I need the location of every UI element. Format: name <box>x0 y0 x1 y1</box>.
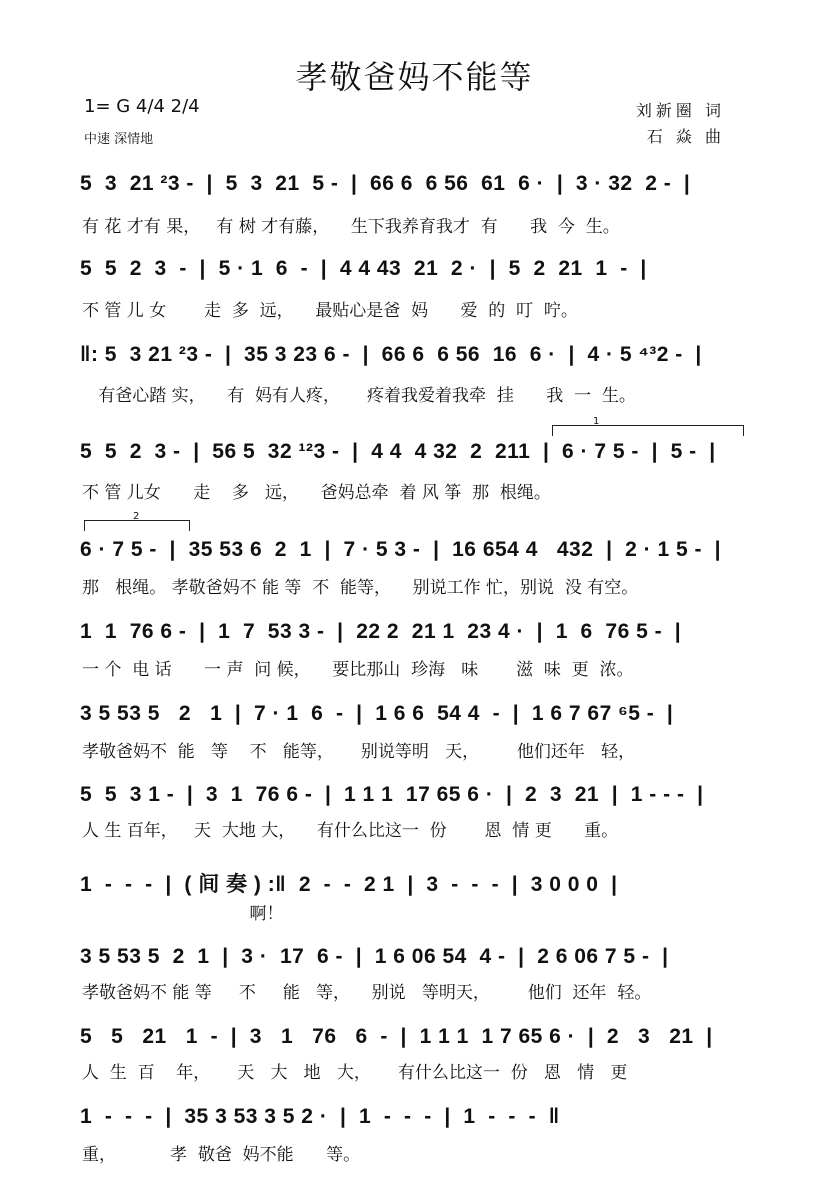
notation-row: 5 5 21 1 - | 3 1 76 6 - | 1 1 1 1 7 65 6 · | 2 3 21 | <box>80 1025 713 1048</box>
lyric-row: 有爸心踏 实， 有 妈有人疼， 疼着我爱着我牵 挂 我 一 生。 <box>82 386 636 406</box>
notation-row: 5 3 21 ²3 - | 5 3 21 5 - | 66 6 6 56 61 6 · | 3 · 32 2 - | <box>80 172 691 195</box>
notation-row: 5 5 2 3 - | 56 5 32 ¹²3 - | 4 4 4 32 2 211 | 6 · 7 5 - | 5 - | <box>80 440 716 463</box>
notation-row: 3 5 53 5 2 1 | 7 · 1 6 - | 1 6 6 54 4 - | 1 6 7 67 ⁶5 - | <box>80 702 674 725</box>
notation-row: 1 - - - | ( 间 奏 ) :‖ 2 - - 2 1 | 3 - - - | 3 0 0 0 | <box>80 873 618 896</box>
lyric-row: 孝敬爸妈不 能 等 不 能 等， 别说 等明天， 他们 还年 轻。 <box>82 983 652 1003</box>
lyric-row: 不 管 儿女 走 多 远， 爸妈总牵 着 风 筝 那 根绳。 <box>82 483 551 503</box>
lyric-row: 人 生 百年， 天 大地 大， 有什么比这一 份 恩 情 更 重。 <box>82 821 619 841</box>
lyric-row: 孝敬爸妈不 能 等 不 能等， 别说等明 天， 他们还年 轻， <box>82 742 636 762</box>
tempo-marking: 中速 深情地 <box>84 132 154 147</box>
lyric-row: 那 根绳。 孝敬爸妈不 能 等 不 能等， 别说工作 忙，别说 没 有空。 <box>82 578 639 598</box>
lyric-row: 人 生 百 年， 天 大 地 大， 有什么比这一 份 恩 情 更 <box>82 1063 628 1083</box>
composer: 石 焱 曲 <box>646 127 725 146</box>
notation-row: 6 · 7 5 - | 35 53 6 2 1 | 7 · 5 3 - | 16 654 4 432 | 2 · 1 5 - | <box>80 538 722 561</box>
lyric-row: 一 个 电 话 一 声 问 候， 要比那山 珍海 味 滋 味 更 浓。 <box>82 660 634 680</box>
notation-row: 5 5 3 1 - | 3 1 76 6 - | 1 1 1 17 65 6 · | 2 3 21 | 1 - - - | <box>80 783 704 806</box>
notation-row: 1 - - - | 35 3 53 3 5 2 · | 1 - - - | 1 - - - ‖ <box>80 1105 560 1128</box>
key-signature: 1= G 4/4 2/4 <box>84 96 200 117</box>
lyric-row: 啊！ <box>82 904 284 924</box>
volta-2: 2 <box>84 520 190 531</box>
volta-1: 1 <box>552 425 744 436</box>
page-title: 孝敬爸妈不能等 <box>295 58 534 96</box>
notation-row: ‖: 5 3 21 ²3 - | 35 3 23 6 - | 66 6 6 56 16 6 · | 4 · 5 ⁴³2 - | <box>80 343 702 366</box>
lyricist: 刘新圈 词 <box>635 101 725 120</box>
lyric-row: 重， 孝 敬爸 妈不能 等。 <box>82 1145 361 1165</box>
lyric-row: 有 花 才有 果， 有 树 才有藤， 生下我养育我才 有 我 今 生。 <box>82 217 620 237</box>
notation-row: 3 5 53 5 2 1 | 3 · 17 6 - | 1 6 06 54 4 - | 2 6 06 7 5 - | <box>80 945 669 968</box>
notation-row: 1 1 76 6 - | 1 7 53 3 - | 22 2 21 1 23 4 · | 1 6 76 5 - | <box>80 620 682 643</box>
notation-row: 5 5 2 3 - | 5 · 1 6 - | 4 4 43 21 2 · | 5 2 21 1 - | <box>80 257 647 280</box>
lyric-row: 不 管 儿 女 走 多 远， 最贴心是爸 妈 爱 的 叮 咛。 <box>82 301 578 321</box>
